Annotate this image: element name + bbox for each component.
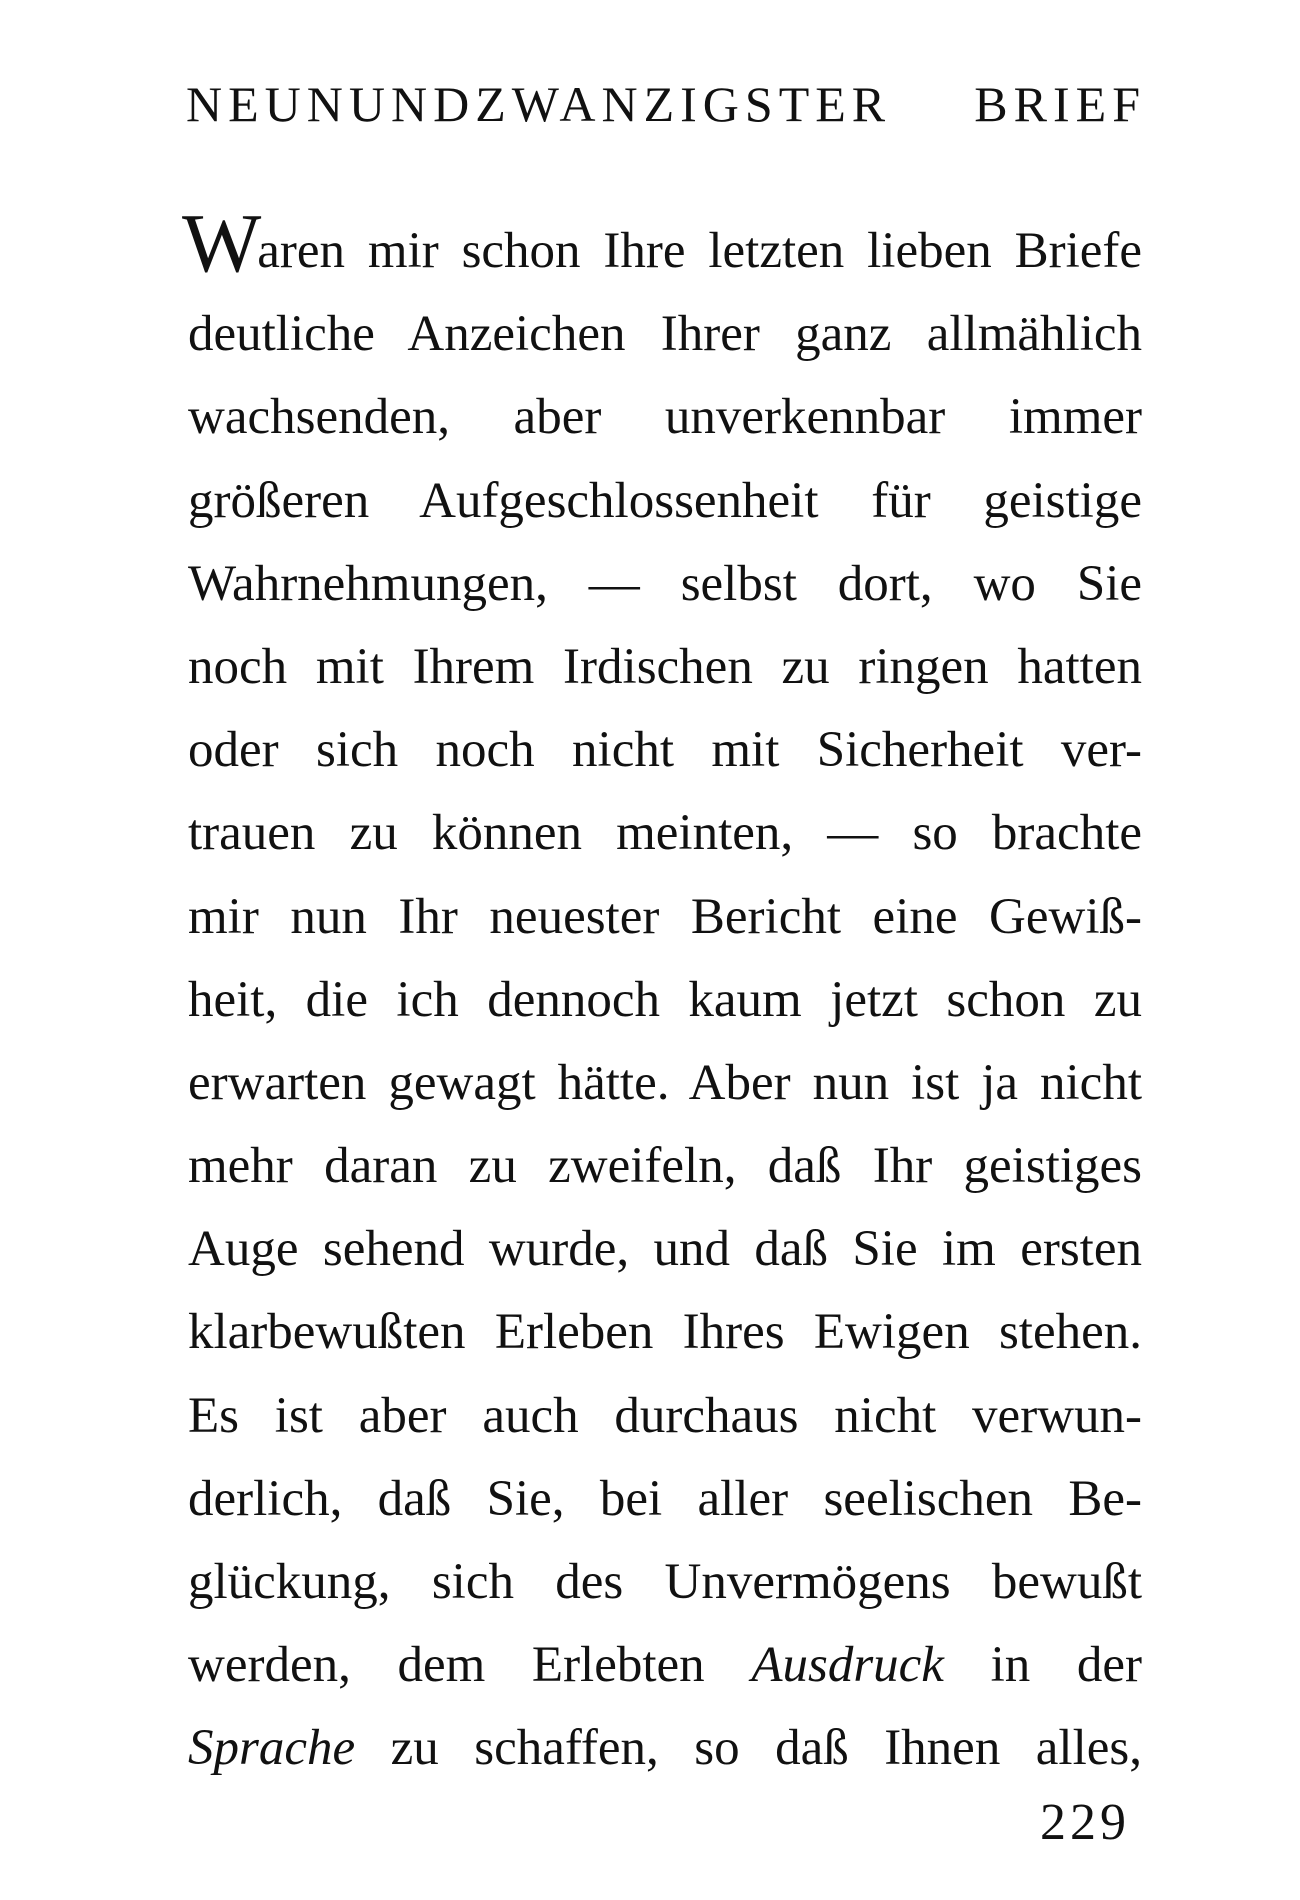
text-line: Auge sehend wurde, und daß Sie im ersten: [188, 1221, 1142, 1278]
chapter-heading: NEUNUNDZWANZIGSTER BRIEF: [186, 76, 1146, 132]
text-line: größeren Aufgeschlossenheit für geistige: [188, 472, 1142, 529]
line-text: aren mir schon Ihre letzten lieben Briefe: [257, 223, 1142, 279]
text-line: derlich, daß Sie, bei aller seelischen Be-: [188, 1470, 1142, 1527]
text-line: mir nun Ihr neuester Bericht eine Gewiß-: [188, 888, 1142, 945]
text-line: klarbewußten Erleben Ihres Ewigen stehen.: [188, 1304, 1142, 1361]
text-line: [182, 1624, 1142, 1707]
text-line: erwarten gewagt hätte. Aber nun ist ja nicht: [188, 1054, 1142, 1111]
text-line: heit, die ich dennoch kaum jetzt schon zu: [188, 971, 1142, 1028]
text-line: mehr daran zu zweifeln, daß Ihr geistiges: [188, 1138, 1142, 1195]
italic-word: Sprache: [188, 1720, 356, 1777]
text-line: wachsenden, aber unverkennbar immer: [188, 389, 1142, 446]
text-line: trauen zu können meinten, — so brachte: [188, 805, 1142, 862]
line-text: zu schaffen, so daß Ihnen alles,: [390, 1720, 1143, 1777]
text-line: oder sich noch nicht mit Sicherheit ver-: [188, 722, 1142, 779]
body-text: [182, 197, 1143, 1791]
text-line: [182, 1707, 1142, 1790]
italic-word: Ausdruck: [751, 1637, 944, 1694]
line-text: in der: [990, 1637, 1143, 1694]
page-number: 229: [1040, 1794, 1130, 1851]
text-line: deutliche Anzeichen Ihrer ganz allmählich: [188, 306, 1142, 363]
text-line: glückung, sich des Unvermögens bewußt: [188, 1554, 1142, 1610]
text-line: Wahrnehmungen, — selbst dort, wo Sie: [188, 555, 1142, 612]
text-line: Es ist aber auch durchaus nicht verwun-: [188, 1387, 1142, 1444]
text-line: [182, 197, 1142, 293]
drop-cap: W: [182, 197, 262, 290]
line-text: werden, dem Erlebten: [188, 1637, 705, 1694]
text-line: noch mit Ihrem Irdischen zu ringen hatten: [188, 638, 1142, 695]
